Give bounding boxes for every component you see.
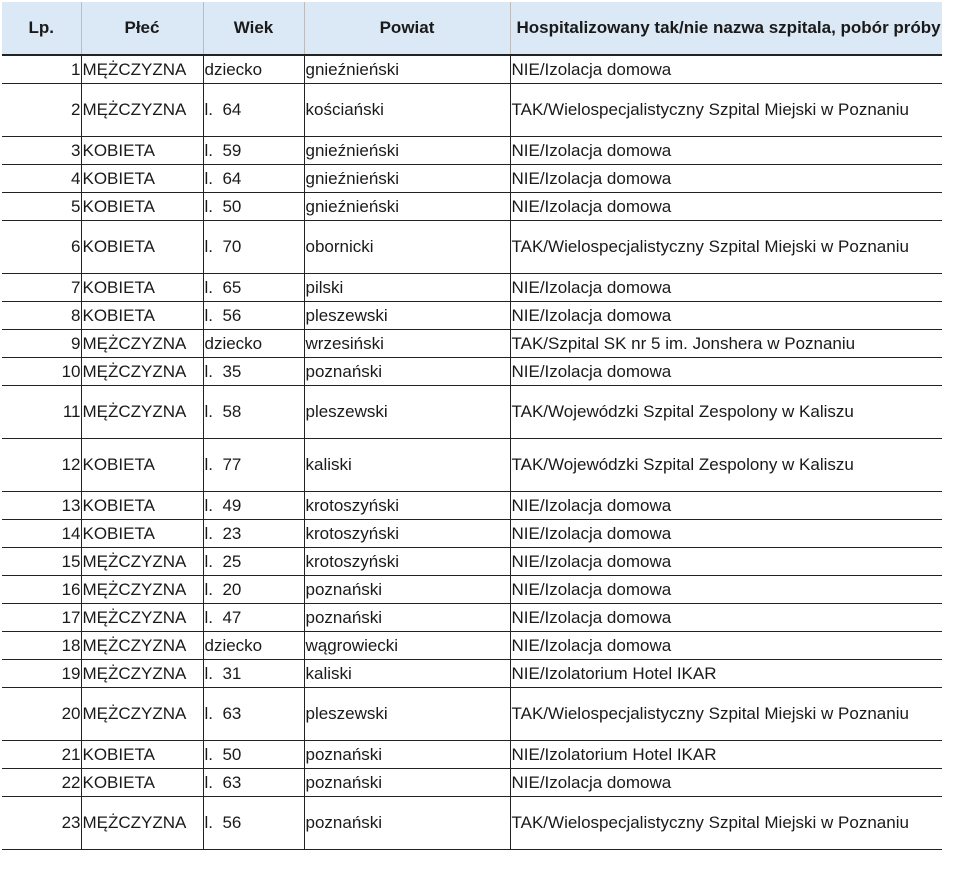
cell-plec: MĘŻCZYZNA — [81, 358, 203, 386]
cell-hospitalizowany: NIE/Izolacja domowa — [510, 274, 942, 302]
cases-table — [2, 2, 942, 850]
cell-hospitalizowany: NIE/Izolatorium Hotel IKAR — [510, 741, 942, 769]
header-wiek: Wiek — [203, 2, 304, 55]
table-row — [2, 358, 942, 386]
table-row — [2, 576, 942, 604]
cell-powiat: obornicki — [304, 221, 510, 274]
cell-hospitalizowany: NIE/Izolacja domowa — [510, 604, 942, 632]
cell-powiat: poznański — [304, 576, 510, 604]
cell-lp: 7 — [2, 274, 81, 302]
table-row — [2, 604, 942, 632]
cell-wiek: l. 70 — [203, 221, 304, 274]
header-row — [2, 2, 942, 55]
cell-plec: MĘŻCZYZNA — [81, 84, 203, 137]
cell-plec: KOBIETA — [81, 193, 203, 221]
cell-plec: MĘŻCZYZNA — [81, 660, 203, 688]
cell-plec: KOBIETA — [81, 769, 203, 797]
cell-wiek: l. 35 — [203, 358, 304, 386]
table-row — [2, 330, 942, 358]
cell-plec: KOBIETA — [81, 221, 203, 274]
table-row — [2, 439, 942, 492]
cell-plec: MĘŻCZYZNA — [81, 548, 203, 576]
cell-wiek: l. 63 — [203, 688, 304, 741]
cell-plec: MĘŻCZYZNA — [81, 632, 203, 660]
cell-wiek: l. 50 — [203, 193, 304, 221]
cell-hospitalizowany: NIE/Izolacja domowa — [510, 302, 942, 330]
cell-powiat: krotoszyński — [304, 548, 510, 576]
cell-plec: MĘŻCZYZNA — [81, 330, 203, 358]
cell-lp: 15 — [2, 548, 81, 576]
table-row — [2, 520, 942, 548]
cell-hospitalizowany: NIE/Izolacja domowa — [510, 358, 942, 386]
cell-plec: KOBIETA — [81, 741, 203, 769]
cell-lp: 1 — [2, 55, 81, 84]
table-row — [2, 386, 942, 439]
cell-lp: 5 — [2, 193, 81, 221]
cell-wiek: l. 50 — [203, 741, 304, 769]
cell-lp: 23 — [2, 797, 81, 850]
table-row — [2, 797, 942, 850]
cell-plec: KOBIETA — [81, 520, 203, 548]
cell-lp: 11 — [2, 386, 81, 439]
cell-wiek: l. 64 — [203, 165, 304, 193]
cell-powiat: pleszewski — [304, 302, 510, 330]
cell-wiek: l. 23 — [203, 520, 304, 548]
cell-lp: 13 — [2, 492, 81, 520]
cell-lp: 22 — [2, 769, 81, 797]
cell-lp: 4 — [2, 165, 81, 193]
cell-hospitalizowany: NIE/Izolacja domowa — [510, 492, 942, 520]
cell-plec: MĘŻCZYZNA — [81, 604, 203, 632]
cell-plec: MĘŻCZYZNA — [81, 55, 203, 84]
table-header — [2, 2, 942, 55]
cell-wiek: l. 58 — [203, 386, 304, 439]
cell-plec: KOBIETA — [81, 439, 203, 492]
table-row — [2, 84, 942, 137]
cell-hospitalizowany: NIE/Izolacja domowa — [510, 137, 942, 165]
table-row — [2, 221, 942, 274]
cell-powiat: poznański — [304, 358, 510, 386]
cell-plec: MĘŻCZYZNA — [81, 576, 203, 604]
cell-hospitalizowany: TAK/Wielospecjalistyczny Szpital Miejski w Poznaniu — [510, 688, 942, 741]
cell-powiat: pleszewski — [304, 386, 510, 439]
cell-wiek: l. 64 — [203, 84, 304, 137]
cell-wiek: l. 47 — [203, 604, 304, 632]
cell-plec: MĘŻCZYZNA — [81, 797, 203, 850]
cell-powiat: kaliski — [304, 439, 510, 492]
table-row — [2, 274, 942, 302]
cell-wiek: dziecko — [203, 632, 304, 660]
table-row — [2, 137, 942, 165]
cell-wiek: l. 25 — [203, 548, 304, 576]
cell-hospitalizowany: NIE/Izolacja domowa — [510, 576, 942, 604]
cell-hospitalizowany: TAK/Wielospecjalistyczny Szpital Miejski w Poznaniu — [510, 797, 942, 850]
table-body — [2, 55, 942, 850]
cell-hospitalizowany: TAK/Wojewódzki Szpital Zespolony w Kaliszu — [510, 386, 942, 439]
cell-hospitalizowany: TAK/Szpital SK nr 5 im. Jonshera w Poznaniu — [510, 330, 942, 358]
cell-lp: 6 — [2, 221, 81, 274]
cell-wiek: l. 20 — [203, 576, 304, 604]
cell-hospitalizowany: TAK/Wojewódzki Szpital Zespolony w Kaliszu — [510, 439, 942, 492]
header-plec: Płeć — [81, 2, 203, 55]
cell-wiek: dziecko — [203, 55, 304, 84]
table-row — [2, 492, 942, 520]
header-lp: Lp. — [2, 2, 81, 55]
cell-hospitalizowany: NIE/Izolacja domowa — [510, 193, 942, 221]
cell-plec: KOBIETA — [81, 137, 203, 165]
cell-powiat: kościański — [304, 84, 510, 137]
cell-wiek: l. 31 — [203, 660, 304, 688]
cell-hospitalizowany: NIE/Izolatorium Hotel IKAR — [510, 660, 942, 688]
table-row — [2, 632, 942, 660]
cell-lp: 18 — [2, 632, 81, 660]
cell-wiek: dziecko — [203, 330, 304, 358]
cell-powiat: wągrowiecki — [304, 632, 510, 660]
table-row — [2, 55, 942, 84]
cell-hospitalizowany: TAK/Wielospecjalistyczny Szpital Miejski w Poznaniu — [510, 84, 942, 137]
cell-plec: KOBIETA — [81, 302, 203, 330]
cell-powiat: poznański — [304, 604, 510, 632]
cell-lp: 9 — [2, 330, 81, 358]
table-row — [2, 193, 942, 221]
cell-plec: KOBIETA — [81, 165, 203, 193]
cell-powiat: poznański — [304, 797, 510, 850]
cell-powiat: gnieźnieński — [304, 137, 510, 165]
cell-powiat: poznański — [304, 741, 510, 769]
table-row — [2, 741, 942, 769]
header-hospitalizowany: Hospitalizowany tak/nie nazwa szpitala, pobór próby — [510, 2, 942, 55]
cell-hospitalizowany: NIE/Izolacja domowa — [510, 769, 942, 797]
cell-wiek: l. 49 — [203, 492, 304, 520]
cell-plec: KOBIETA — [81, 274, 203, 302]
cell-lp: 2 — [2, 84, 81, 137]
table-row — [2, 165, 942, 193]
cell-wiek: l. 77 — [203, 439, 304, 492]
cell-powiat: pleszewski — [304, 688, 510, 741]
cell-powiat: krotoszyński — [304, 520, 510, 548]
cell-lp: 10 — [2, 358, 81, 386]
cell-plec: MĘŻCZYZNA — [81, 688, 203, 741]
cell-plec: KOBIETA — [81, 492, 203, 520]
cell-powiat: wrzesiński — [304, 330, 510, 358]
cell-powiat: gnieźnieński — [304, 55, 510, 84]
cell-powiat: gnieźnieński — [304, 193, 510, 221]
cell-lp: 8 — [2, 302, 81, 330]
table-row — [2, 660, 942, 688]
cell-lp: 3 — [2, 137, 81, 165]
table-row — [2, 548, 942, 576]
cell-hospitalizowany: NIE/Izolacja domowa — [510, 165, 942, 193]
cell-hospitalizowany: NIE/Izolacja domowa — [510, 632, 942, 660]
cell-wiek: l. 65 — [203, 274, 304, 302]
cell-powiat: kaliski — [304, 660, 510, 688]
cases-table-container — [2, 2, 942, 850]
table-row — [2, 688, 942, 741]
cell-lp: 14 — [2, 520, 81, 548]
cell-hospitalizowany: NIE/Izolacja domowa — [510, 55, 942, 84]
cell-lp: 21 — [2, 741, 81, 769]
cell-hospitalizowany: NIE/Izolacja domowa — [510, 548, 942, 576]
header-powiat: Powiat — [304, 2, 510, 55]
cell-powiat: poznański — [304, 769, 510, 797]
cell-lp: 12 — [2, 439, 81, 492]
cell-plec: MĘŻCZYZNA — [81, 386, 203, 439]
cell-lp: 16 — [2, 576, 81, 604]
table-row — [2, 302, 942, 330]
cell-powiat: krotoszyński — [304, 492, 510, 520]
cell-wiek: l. 59 — [203, 137, 304, 165]
cell-wiek: l. 56 — [203, 302, 304, 330]
cell-hospitalizowany: NIE/Izolacja domowa — [510, 520, 942, 548]
cell-wiek: l. 63 — [203, 769, 304, 797]
table-row — [2, 769, 942, 797]
cell-lp: 19 — [2, 660, 81, 688]
cell-powiat: pilski — [304, 274, 510, 302]
cell-lp: 17 — [2, 604, 81, 632]
cell-powiat: gnieźnieński — [304, 165, 510, 193]
cell-hospitalizowany: TAK/Wielospecjalistyczny Szpital Miejski w Poznaniu — [510, 221, 942, 274]
cell-wiek: l. 56 — [203, 797, 304, 850]
cell-lp: 20 — [2, 688, 81, 741]
